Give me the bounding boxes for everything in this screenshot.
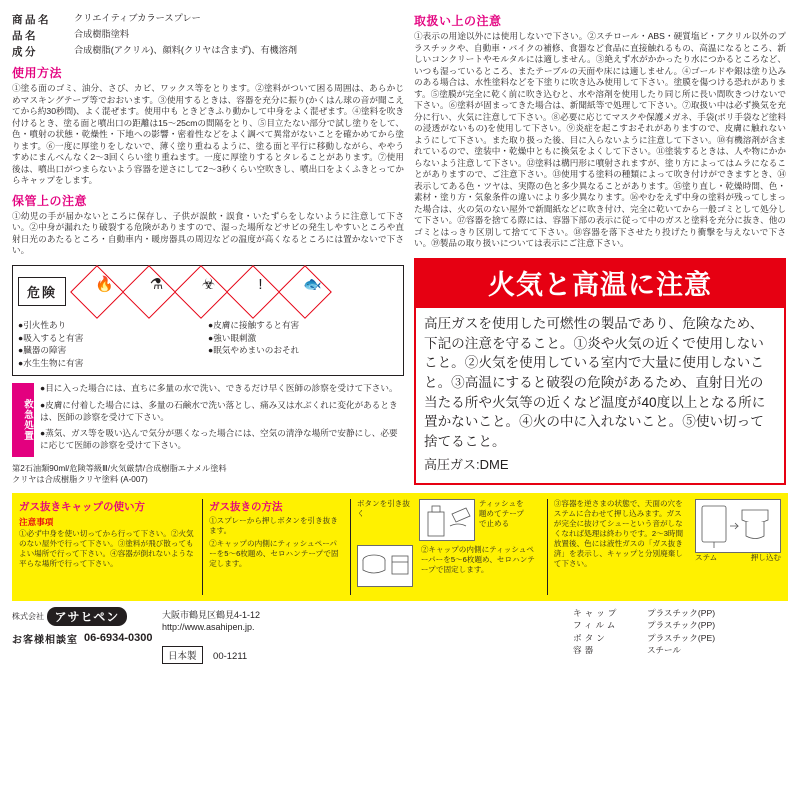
gas-release-step-1: ①スプレーから押しボタンを引き抜きます。 — [209, 515, 338, 535]
spec-row — [12, 12, 404, 27]
material-row — [573, 632, 788, 644]
material-value: スチール — [647, 645, 682, 656]
environment-pictogram: 🐟 — [282, 269, 328, 315]
right-column — [414, 12, 786, 485]
lot-number: 00-1211 — [213, 651, 248, 663]
company-url[interactable]: http://www.asahipen.jp. — [162, 622, 255, 633]
handling-text: ①表示の用途以外には使用しないで下さい。②スチロール・ABS・硬質塩ビ・アクリル以外のプラスチックや、自動車・バイクの補修、食器など食品に直接触れるもの、高温になるところ、新しいコンクリートやモルタルには適しません。③絶えず水がかかったり水につかるところなど、いつも湿っているところ、またテーブルの天面や床には適しません。④ゴールドや銀は塗り込みのある場合は、水性塗料などを下塗りに吹き込み使用して下さい。塗膜を傷つける恐れがあります。⑤塗膜が完全に乾く前に吹き込むと、水や溶剤を使用したり同じ所に長い間吹きつけないで下さい。⑥塗料が固まってきた場合は、新聞紙等で処理して下さい。⑦取扱い中は必ず換気を充分に行い、火気に注意して下さい。⑧必要に応じてマスクや保護メガネ、手袋(ポリ手袋など塗料の浸透がないもの)を使用して下さい。⑨炎症を起こすおそれがありますので、皮膚に触れないようにして下さい。また取り扱った後、目に入らないように注意して下さい。⑩有機溶剤が含まれているので、塗装中・乾燥中ともに換気をよくして下さい。⑪塗装するときは、人や物にかからないよう注意して下さい。⑫塗料は構円形に噴射されますが、塗り方によってはムラになることがありますので、ご注意下さい。⑬使用する塗料の種類によって吹き付けができますとき、⑭表示してある色・ツヤは、実際の色と多少異なることがあります。⑮塗り直し・乾燥時間、色・素材・塗り方・気象条件の違いにより多少異なります。⑯やむをえず中身の塗料が残ってしまった場合は、火の気のない屋外で新聞紙などに吹き付け、完全に乾いてから一般ゴミとして処分して下さい。⑰容器を捨てる際には、容器下部の表示に従って中のガスと塗料を充分に抜き、他のゴミとはっきり区別して捨てて下さい。⑱容器を落下させたり投げたり衝撃を与えないで下さい。⑲製品の取り扱いについては表示にご注意下さい。 — [414, 31, 786, 249]
danger-word: 危険 — [18, 277, 66, 306]
legal-line-2: クリヤは合成樹脂クリヤ塗料 (A-007) — [12, 474, 148, 484]
gas-release-caution-title: 注意事項 — [19, 516, 54, 527]
storage-heading: 保管上の注意 — [12, 193, 88, 208]
hazard-item: ●水生生物に有害 — [18, 358, 84, 369]
material-row — [573, 607, 788, 619]
fire-warning-text: 高圧ガスを使用した可燃性の製品であり、危険なため、下記の注意を守ること。①炎や火気の近くで使用しないこと。②火気を使用している室内で大量に使用しないこと。③高温にすると破裂の危険があるため、直射日光の当たる所や火気等の近くなど温度が40度以上となる所に置かないこと。④火の中に入れないこと。⑤使い切って捨てること。 — [424, 315, 766, 450]
flame-pictogram: 🔥 — [74, 269, 120, 315]
gas-release-title: ガス抜きキャップの使い方 — [19, 500, 145, 513]
spec-label-item-name: 品名 — [12, 30, 38, 42]
material-list — [573, 607, 788, 657]
diagram-label-push: 押し込む — [750, 552, 782, 562]
made-in-badge: 日本製 — [162, 646, 203, 664]
company-block — [12, 607, 162, 646]
material-key: ボタン — [573, 632, 608, 643]
material-row — [573, 644, 788, 656]
spec-value-ingredients: 合成樹脂(アクリル)、顔料(クリヤは含まず)、有機溶剤 — [74, 45, 298, 55]
gas-release-method-title: ガス抜きの方法 — [209, 500, 283, 513]
spec-value-product-name: クリエイティブカラースプレー — [74, 13, 201, 23]
left-column — [12, 12, 404, 485]
diagram-label-tissue: ティッシュを題めてテープで止める — [478, 498, 525, 528]
spec-label-product-name: 商品名 — [12, 14, 51, 26]
diagram-label-button: ボタンを引き抜く — [356, 498, 410, 518]
material-key: キャップ — [573, 607, 620, 618]
company-address: 大阪市鶴見区鶴見4-1-12 — [162, 609, 261, 620]
spec-row — [12, 44, 404, 59]
legal-line-1: 第2石油類90ml/危険等級Ⅲ/火気厳禁/合成樹脂エナメル塗料 — [12, 463, 227, 473]
first-aid-section — [12, 383, 404, 456]
spec-row — [12, 28, 404, 43]
gas-release-step-2-note: ②キャップの内側にティッシュペーパーを5〜6枚題め、セロハンテープで固定します。 — [420, 544, 535, 574]
material-value: プラスチック(PP) — [647, 607, 716, 618]
gas-release-note: ③容器を逆さまの状態で、天面の穴をステムに合わせて押し込みます。ガスが完全に抜けてシューという音がしなくなれば処理は終わりです。2〜3時間放置後、色には液性ガスの「ガス抜き済」を表示し、キャップと分別廃棄して下さい。 — [553, 498, 684, 568]
tissue-cap-diagram — [357, 545, 413, 587]
propellant-gas: 高圧ガス:DME — [424, 456, 509, 472]
footer — [12, 607, 788, 664]
gas-release-caution-text: ①必ず中身を使い切ってから行って下さい。②火気のない屋外で行って下さい。③塗料が飛び散ってもよい場所で行って下さい。④容器が倒れないような平らな場所で行って下さい。 — [19, 528, 194, 568]
danger-box — [12, 265, 404, 377]
hazard-statement-list — [18, 319, 398, 371]
hazard-item: ●眠気やめまいのおそれ — [208, 345, 300, 356]
danger-header — [18, 269, 398, 315]
hazard-item: ●強い眼刺激 — [208, 332, 257, 343]
product-spec-table — [12, 12, 404, 59]
exclamation-pictogram: ! — [230, 269, 276, 315]
inverted-can-diagram — [695, 499, 781, 553]
first-aid-item: ●皮膚に付着した場合には、多量の石鹸水で洗い落とし、痛み又は水ぶくれに変化があるときは、医師の診察を受けて下さい。 — [40, 399, 398, 422]
customer-service-tel: 06-6934-0300 — [84, 632, 153, 645]
first-aid-tab: 救急処置 — [12, 383, 34, 456]
diagram-label-stem: ステム — [695, 552, 718, 562]
corrosion-pictogram: ⚗ — [126, 269, 172, 315]
first-aid-item: ●蒸気、ガス等を吸い込んで気分が悪くなった場合には、空気の清浄な場所で安静にし、必要に応じて医師の診察を受けて下さい。 — [40, 428, 398, 451]
material-row — [573, 619, 788, 631]
hazard-item: ●吸入すると有害 — [18, 332, 84, 343]
gas-release-panel — [12, 493, 788, 601]
fire-warning-box — [414, 308, 786, 485]
gas-release-step-2: ②キャップの内側にティッシュペーパーを5〜6枚題め、セロハンテープで固定します。 — [209, 538, 339, 568]
customer-service-label: お客様相談室 — [12, 634, 78, 646]
top-section — [12, 12, 788, 485]
usage-text: ①塗る面のゴミ、油分、さび、カビ、ワックス等をとります。②塗料がついて困る周囲は、あらかじめマスキングテープ等でおおいます。③使用するときは、容器を充分に振り(かくはん球の音が聞こえてから約30秒間)、よく混ぜます。使用中も ときどきふり動かして中身をよく混ぜます。④塗料を吹き付けるとき、塗る面と噴出口の距離は15〜25cmの間隔をとり、⑤目立たない部分で試し塗りをして、色・噴射の状態・乾燥性・下地への影響・密着性などをよく調べて異常がないことを確かめてから塗ります。⑥一度に厚塗りをしないで、薄く塗り重ねるように、塗る面と平行に移動しながら、ややうすめにまんべんなく2〜3回くらい塗り重ねます。一度に厚塗りするとタレることがあります。⑦使用後は、噴出口がつまらないよう容器を逆さにして2〜3秒くらい空吹きし、噴出口をよくふきとってからキャップをします。 — [12, 83, 404, 186]
company-prefix: 株式会社 — [12, 611, 44, 621]
hazard-item: ●臓器の障害 — [18, 345, 67, 356]
handling-heading: 取扱い上の注意 — [414, 14, 502, 28]
ghs-pictogram-row — [74, 269, 328, 315]
health-hazard-pictogram: ☣ — [178, 269, 224, 315]
spec-label-ingredients: 成分 — [12, 46, 38, 58]
fire-warning-banner: 火気と高温に注意 — [414, 258, 786, 308]
material-value: プラスチック(PE) — [647, 632, 716, 643]
first-aid-body — [34, 383, 404, 456]
gas-release-cautions — [19, 499, 202, 595]
spec-value-item-name: 合成樹脂塗料 — [74, 29, 130, 39]
material-key: 容器 — [573, 645, 597, 656]
gas-release-method — [202, 499, 350, 595]
customer-service-row — [12, 631, 162, 646]
brand-logo: アサヒペン — [47, 607, 128, 626]
address-block — [162, 607, 573, 664]
gas-release-diagrams-2 — [547, 499, 781, 595]
hazard-item: ●引火性あり — [18, 319, 67, 330]
material-key: フィルム — [573, 620, 619, 631]
gas-release-diagrams-1 — [350, 499, 547, 595]
spray-can-button-diagram — [419, 499, 475, 541]
usage-heading: 使用方法 — [12, 66, 63, 80]
material-value: プラスチック(PP) — [647, 620, 716, 631]
first-aid-item: ●目に入った場合には、直ちに多量の水で洗い、できるだけ早く医師の診察を受けて下さい。 — [40, 383, 398, 394]
storage-text: ①幼児の手が届かないところに保存し、子供が誤飲・誤食・いたずらをしないように注意して下さい。②中身が漏れたり破裂する危険がありますので、湿った場所などサビの発生しやすいところや直射日光のあたるところ・自動車内・暖房器具の周辺などの温度が高くなるところには置かないで下さい。 — [12, 210, 404, 256]
hazard-item: ●皮膚に接触すると有害 — [208, 319, 300, 330]
